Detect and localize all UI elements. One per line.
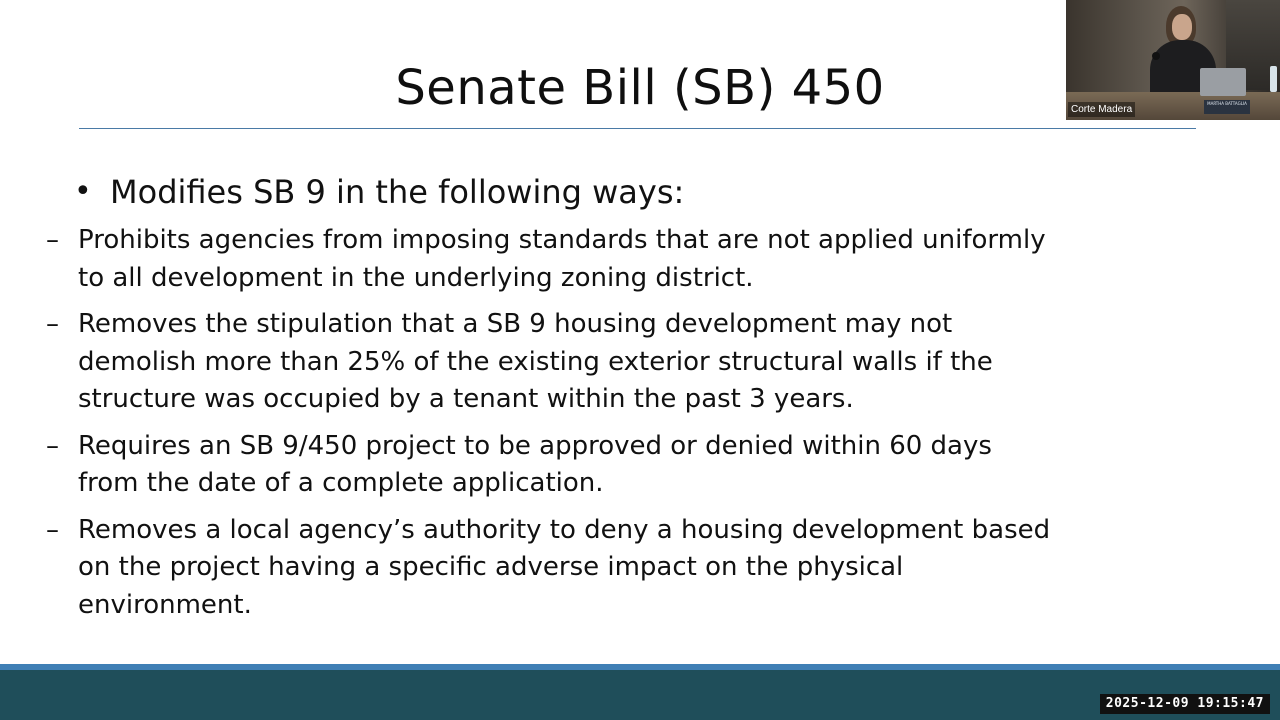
microphone-icon [1152,52,1160,60]
sub-bullet-item [46,512,1156,625]
main-bullet [74,170,1214,214]
participant-name-label: Corte Madera [1068,102,1135,117]
dash-icon: – [46,309,59,339]
slide-footer-bar [0,664,1280,720]
dash-icon: – [46,225,59,255]
sub-bullet-line: environment. [78,589,252,620]
slide-title: Senate Bill (SB) 450 [395,60,885,116]
sub-bullet-item [46,306,1156,419]
main-bullet-text: Modifies SB 9 in the following ways: [110,173,685,211]
recording-timestamp: 2025-12-09 19:15:47 [1100,694,1270,714]
dash-icon: – [46,430,59,461]
title-divider [79,128,1196,129]
sub-bullet-item [46,222,1156,297]
slide-footer-accent [0,664,1280,670]
dash-icon: – [46,514,59,545]
sub-bullet-line: from the date of a complete application. [78,468,604,498]
sub-bullet-line: Removes the stipulation that a SB 9 housing development may not [78,309,953,339]
speaker-face [1172,14,1192,40]
laptop-icon [1200,68,1246,96]
sub-bullet-line: structure was occupied by a tenant within the past 3 years. [78,384,854,414]
bullet-block [74,170,1214,214]
participant-video-tile[interactable] [1066,0,1280,120]
bullet-dot-icon: • [74,174,92,209]
sub-bullet-line: on the project having a specific adverse impact on the physical [78,552,904,582]
water-bottle-icon [1270,66,1277,92]
sub-bullet-line: demolish more than 25% of the existing exterior structural walls if the [78,346,993,377]
sub-bullet-item [46,428,1156,503]
desk-nameplate: MARTHA BATTAGLIA [1204,100,1250,114]
sub-bullet-list [46,222,1156,633]
sub-bullet-line: Prohibits agencies from imposing standards that are not applied uniformly [78,225,1046,255]
sub-bullet-line: Requires an SB 9/450 project to be approved or denied within 60 days [78,430,992,461]
sub-bullet-line: Removes a local agency’s authority to deny a housing development based [78,514,1051,545]
sub-bullet-line: to all development in the underlying zoning district. [78,262,754,293]
